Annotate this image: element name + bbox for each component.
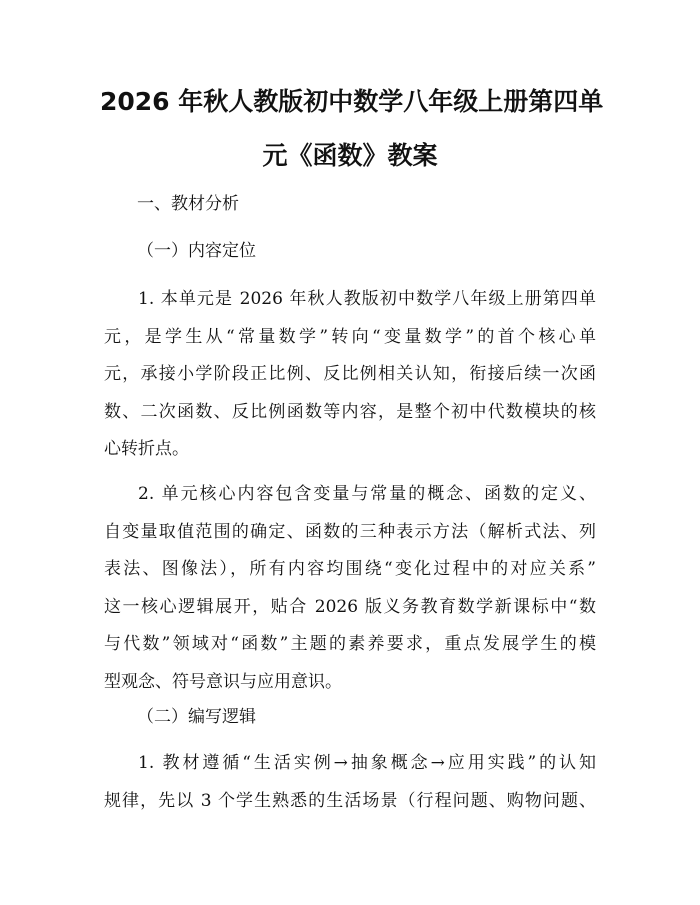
paragraph-line: 规律，先以 3 个学生熟悉的生活场景（行程问题、购物问题、 <box>104 790 596 811</box>
paragraph-line: 2. 单元核心内容包含变量与常量的概念、函数的定义、 <box>138 484 596 504</box>
section-heading-textbook-analysis: 一、教材分析 <box>137 194 239 214</box>
subsection-heading-writing-logic: （二）编写逻辑 <box>137 707 256 727</box>
paragraph-line: 1. 本单元是 2026 年秋人教版初中数学八年级上册第四单 <box>138 289 596 309</box>
paragraph-unit-position <box>104 288 596 476</box>
paragraph-line: 表法、图像法），所有内容均围绕“变化过程中的对应关系” <box>104 559 596 579</box>
paragraph-line: 与代数”领域对“函数”主题的素养要求，重点发展学生的模 <box>104 634 596 654</box>
paragraph-line: 数、二次函数、反比例函数等内容，是整个初中代数模块的核 <box>104 401 596 422</box>
paragraph-line: 心转折点。 <box>104 439 189 459</box>
paragraph-line: 型观念、符号意识与应用意识。 <box>104 671 342 692</box>
paragraph-cognitive-pattern <box>104 752 596 827</box>
subsection-heading-content-positioning: （一）内容定位 <box>137 241 256 261</box>
paragraph-line: 这一核心逻辑展开，贴合 2026 版义务教育数学新课标中“数 <box>104 596 596 617</box>
paragraph-line: 元，是学生从“常量数学”转向“变量数学”的首个核心单 <box>104 326 596 347</box>
paragraph-line: 自变量取值范围的确定、函数的三种表示方法（解析式法、列 <box>104 521 596 542</box>
document-title-line-2: 元《函数》教案 <box>262 141 438 170</box>
document-title-line-1: 2026 年秋人教版初中数学八年级上册第四单 <box>100 87 604 116</box>
paragraph-line: 元，承接小学阶段正比例、反比例相关认知，衔接后续一次函 <box>104 364 596 384</box>
paragraph-line: 1. 教材遵循“生活实例→抽象概念→应用实践”的认知 <box>138 753 596 773</box>
paragraph-core-content <box>104 483 596 708</box>
